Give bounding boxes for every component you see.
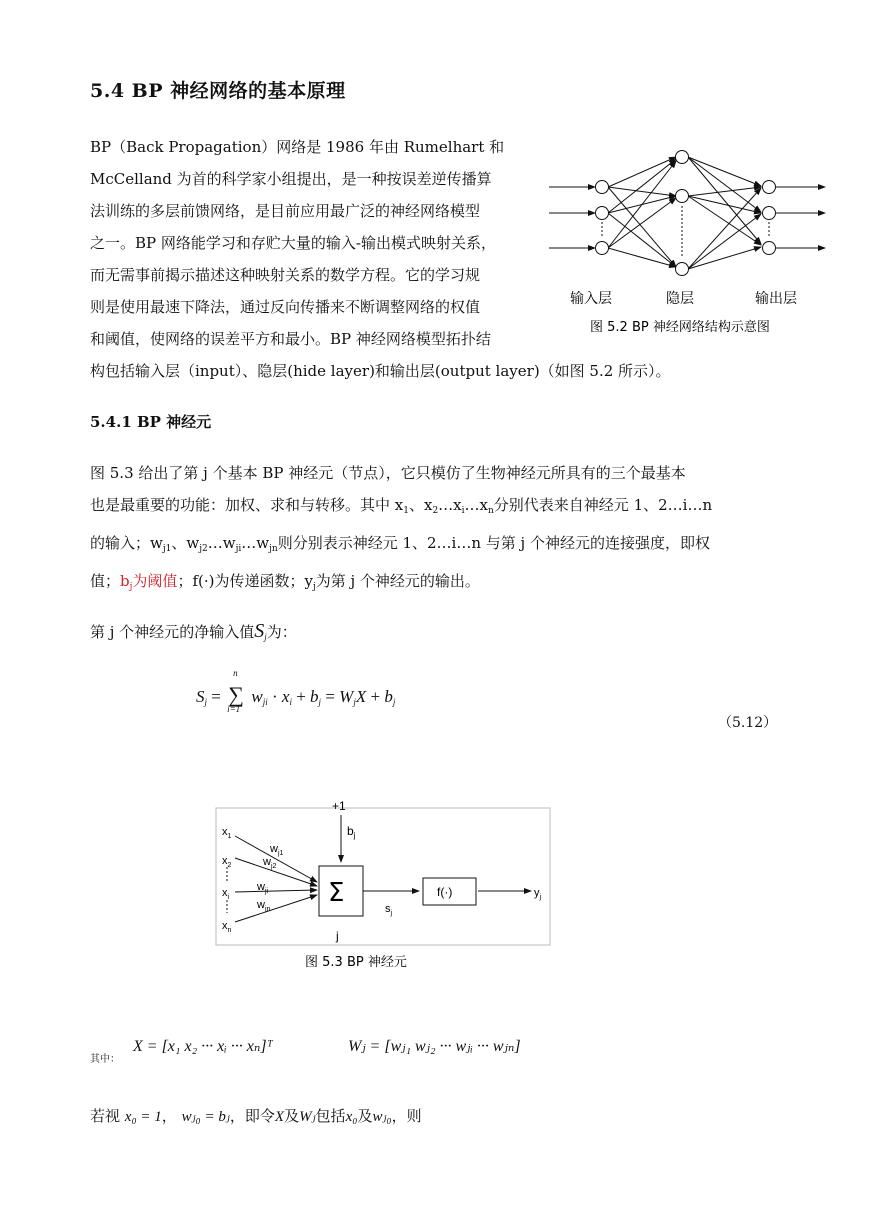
sigma-symbol: Σ <box>328 878 345 908</box>
hidden-node <box>676 190 689 203</box>
text-run: 若视 <box>90 1107 121 1125</box>
hidden-node <box>676 263 689 276</box>
text-run: 、x <box>408 496 433 514</box>
intro-line: 而无需事前揭示描述这种映射关系的数学方程。它的学习规 <box>90 266 481 284</box>
text-run: …x <box>438 496 462 514</box>
intro-last-line: 构包括输入层（input）、隐层(hide layer)和输出层(output layer)（如图 5.2 所示）。 <box>90 362 671 380</box>
x-vector-definition: X = [x₁ x₂ ··· xᵢ ··· xₙ]ᵀ <box>133 1038 273 1055</box>
neuron-j-label: j <box>336 929 339 943</box>
text-run: 的输入；w <box>90 534 163 552</box>
label-hidden-layer: 隐层 <box>666 291 694 307</box>
sum-sign: n ∑ i=1 <box>227 668 244 714</box>
symbol-x0: x₀ <box>345 1109 358 1125</box>
subscript: jn <box>269 544 278 554</box>
net-input-sj-label: $s_j$ <box>385 903 393 917</box>
subscript: j <box>312 582 316 592</box>
neuron-line-1: 图 5.3 给出了第 j 个基本 BP 神经元（节点），它只模仿了生物神经元所具有的三个最基本 <box>90 464 686 482</box>
input-node <box>596 181 609 194</box>
text-run: …w <box>241 534 270 552</box>
x0-equals-1: x₀ = 1 <box>124 1109 162 1125</box>
equation-number: （5.12） <box>718 715 778 731</box>
paragraph-intro <box>90 131 548 355</box>
hidden-node <box>676 151 689 164</box>
figure-5-2-network-diagram <box>545 140 835 340</box>
output-yj-label: $y_j$ <box>534 887 542 901</box>
text-run: …x <box>464 496 488 514</box>
output-node <box>763 181 776 194</box>
symbol-wj0: wⱼ₀ <box>372 1109 392 1125</box>
symbol-x: X <box>274 1109 285 1125</box>
text-run: 及 <box>357 1107 373 1125</box>
subscript: i <box>461 506 465 516</box>
threshold-highlight <box>120 572 177 590</box>
text-run: ，则 <box>391 1107 422 1125</box>
subscript: 1 <box>403 506 409 516</box>
bias-label: $b_j$ <box>347 824 356 840</box>
input-x1-label: $x_1$ <box>222 826 232 840</box>
subscript: n <box>488 506 494 516</box>
text-run: 分别代表来自神经元 1、2…i…n <box>493 496 713 514</box>
text-run: 第 j 个神经元的净输入值 <box>90 623 255 641</box>
eq-w: w <box>251 687 263 706</box>
net-input-line <box>90 615 297 653</box>
figure-5-3-caption: 图 5.3 BP 神经元 <box>305 955 407 970</box>
input-xn-label: $x_n$ <box>222 920 232 934</box>
subscript: j1 <box>162 544 172 554</box>
intro-line: BP（Back Propagation）网络是 1986 年由 Rumelhart 和 <box>90 138 505 156</box>
weight-wj1-label: $w_{j1}$ <box>270 843 284 857</box>
label-input-layer: 输入层 <box>570 291 612 307</box>
text-run: 也是最重要的功能：加权、求和与转移。其中 x <box>90 496 404 514</box>
weight-wj2-label: $w_{j2}$ <box>263 856 277 870</box>
final-line <box>90 1105 422 1126</box>
text-run: 、w <box>171 534 200 552</box>
output-node <box>763 242 776 255</box>
transfer-function-label: f(·) <box>437 885 453 899</box>
neuron-line-4 <box>90 565 790 603</box>
intro-line: McCelland 为首的科学家小组提出，是一种按误差逆传播算 <box>90 170 492 188</box>
intro-line: 和阈值，使网络的误差平方和最小。BP 神经网络模型拓扑结 <box>90 330 491 348</box>
text-run: 包括 <box>315 1107 346 1125</box>
text-run: 值； <box>90 572 121 590</box>
subscript: j2 <box>199 544 208 554</box>
paragraph-neuron <box>90 457 790 603</box>
text-run: 及 <box>284 1107 300 1125</box>
network-edges <box>549 157 825 269</box>
sum-upper: n <box>233 668 238 678</box>
text-run: ， <box>161 1107 177 1125</box>
subscript: 2 <box>432 506 439 516</box>
weight-wjn-label: $w_{jn}$ <box>257 899 271 913</box>
where-label: 其中： <box>90 1054 120 1065</box>
text-run: b <box>120 572 130 590</box>
equation-5-12: $S_j$ = n ∑ i=1 $w_{ji} \cdot x_i + b_j = W_jX + b_j$ <box>196 668 396 714</box>
subscript: j <box>264 632 267 642</box>
figure-5-2-caption: 图 5.2 BP 神经网络结构示意图 <box>590 320 770 335</box>
subsection-title: 5.4.1 BP 神经元 <box>90 413 212 431</box>
output-node <box>763 207 776 220</box>
text-run: 为阈值 <box>132 572 178 590</box>
text-run: ，即令 <box>229 1107 275 1125</box>
intro-line: 之一。BP 网络能学习和存贮大量的输入-输出模式映射关系， <box>90 234 496 252</box>
w-vector-definition: Wⱼ = [wⱼ₁ wⱼ₂ ··· wⱼᵢ ··· wⱼₙ] <box>348 1038 521 1055</box>
symbol-wj: Wⱼ <box>299 1109 316 1125</box>
neuron-line-2 <box>90 489 790 527</box>
text-run: 为： <box>266 623 297 641</box>
input-x2-label: $x_2$ <box>222 855 232 869</box>
figure-5-3-neuron-diagram <box>215 795 555 975</box>
subscript: j <box>129 582 133 592</box>
eq-lhs: S <box>196 687 205 706</box>
text-run: 为第 j 个神经元的输出。 <box>315 572 480 590</box>
text-run: …w <box>207 534 236 552</box>
wj0-equals-bj: wⱼ₀ = bⱼ <box>181 1109 230 1125</box>
weight-wji-label: $w_{ji}$ <box>257 881 269 895</box>
figure-frame <box>216 808 550 945</box>
subscript: ji <box>235 544 242 554</box>
input-node <box>596 207 609 220</box>
neuron-line-3 <box>90 527 790 565</box>
subscript: j <box>204 697 208 707</box>
text-run: 则分别表示神经元 1、2…i…n 与第 j 个神经元的连接强度，即权 <box>277 534 710 552</box>
label-output-layer: 输出层 <box>755 291 797 307</box>
symbol-s: S <box>254 620 265 642</box>
intro-line: 法训练的多层前馈网络，是目前应用最广泛的神经网络模型 <box>90 202 481 220</box>
bias-input-label: +1 <box>332 799 346 813</box>
sum-lower: i=1 <box>227 704 241 714</box>
section-title: 5.4 BP 神经网络的基本原理 <box>90 80 346 102</box>
intro-line: 则是使用最速下降法，通过反向传播来不断调整网络的权值 <box>90 298 481 316</box>
input-node <box>596 242 609 255</box>
input-xi-label: $x_i$ <box>222 887 230 901</box>
text-run: ；f(·)为传递函数；y <box>177 572 313 590</box>
